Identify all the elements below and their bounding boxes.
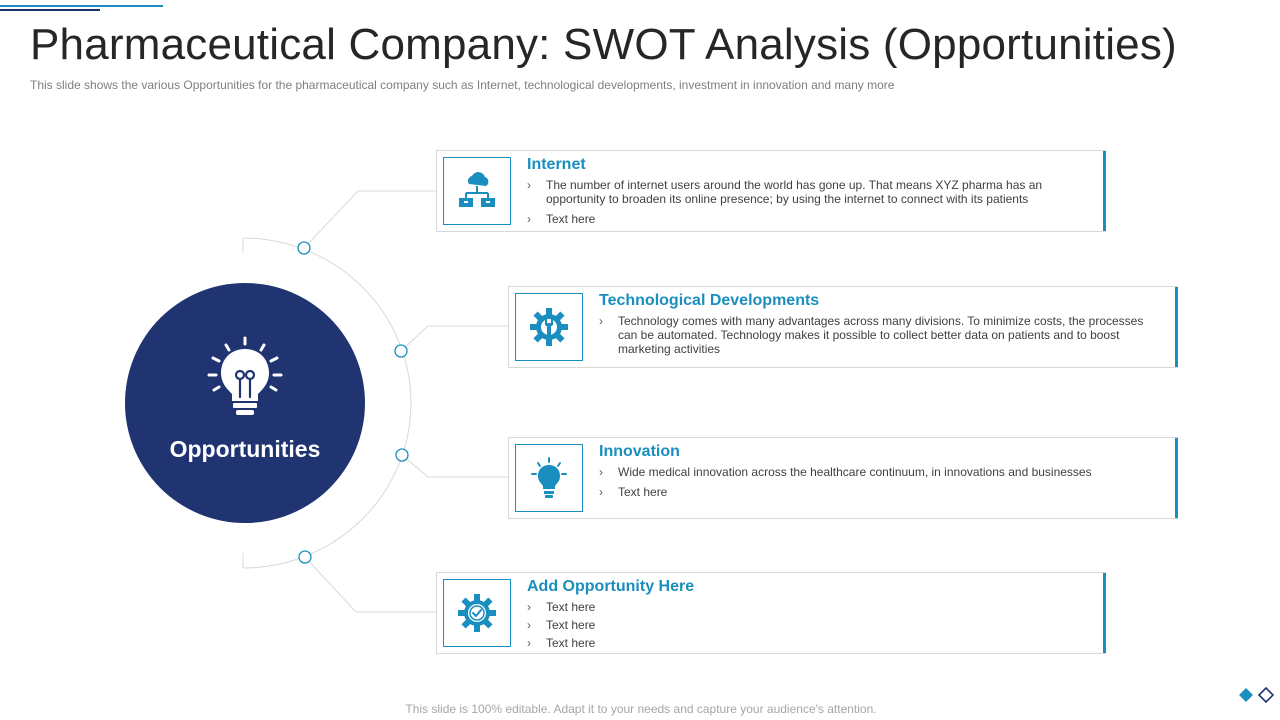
gear-wrench-icon bbox=[527, 305, 571, 349]
node-dot-innovation bbox=[396, 449, 408, 461]
card-title: Add Opportunity Here bbox=[527, 578, 695, 595]
card-technological-developments bbox=[508, 286, 1178, 368]
node-dot-internet bbox=[298, 242, 310, 254]
connector-technology bbox=[401, 326, 508, 351]
connector-add bbox=[305, 557, 436, 612]
card-accent-bar bbox=[1103, 573, 1106, 653]
card-accent-bar bbox=[1103, 151, 1106, 231]
lightbulb-icon bbox=[527, 456, 571, 500]
connector-innovation bbox=[402, 455, 508, 477]
gear-check-icon bbox=[455, 591, 499, 635]
page-subtitle: This slide shows the various Opportunities for the pharmaceutical company such as Internet, technological developments, investment in innovation and many more bbox=[30, 78, 895, 92]
list-item: › Text here bbox=[527, 212, 1087, 226]
connector-internet bbox=[304, 191, 436, 248]
cloud-network-icon bbox=[455, 169, 499, 213]
list-item: › Text here bbox=[527, 636, 1087, 650]
card-title: Technological Developments bbox=[599, 292, 820, 309]
card-internet bbox=[436, 150, 1106, 232]
list-item: › Wide medical innovation across the healthcare continuum, in innovations and businesses bbox=[599, 465, 1159, 479]
card-accent-bar bbox=[1175, 438, 1178, 518]
card-title: Innovation bbox=[599, 443, 680, 460]
card-icon-box bbox=[515, 293, 583, 361]
hub-label: Opportunities bbox=[169, 436, 321, 462]
card-bullet-list bbox=[527, 600, 1087, 654]
card-icon-box bbox=[443, 579, 511, 647]
list-item: › The number of internet users around the world has gone up. That means XYZ pharma has an opportunity to broaden its online presence; by using the internet to connect with its patients bbox=[527, 178, 1087, 206]
card-bullet-list bbox=[599, 465, 1159, 505]
list-item: › Text here bbox=[527, 618, 1087, 632]
card-bullet-list bbox=[599, 314, 1159, 362]
node-dot-add bbox=[299, 551, 311, 563]
card-title: Internet bbox=[527, 156, 586, 173]
lightbulb-icon bbox=[206, 335, 284, 419]
card-icon-box bbox=[443, 157, 511, 225]
card-icon-box bbox=[515, 444, 583, 512]
footer-note: This slide is 100% editable. Adapt it to your needs and capture your audience's attention. bbox=[405, 702, 877, 716]
list-item: › Technology comes with many advantages across many divisions. To minimize costs, the processes can be automated. Technology makes it possible to collect better data on patients and to boost marketing activities bbox=[599, 314, 1159, 356]
page-title: Pharmaceutical Company: SWOT Analysis (Opportunities) bbox=[30, 20, 1177, 69]
list-item: › Text here bbox=[527, 600, 1087, 614]
card-add-opportunity bbox=[436, 572, 1106, 654]
card-accent-bar bbox=[1175, 287, 1178, 367]
brand-logo-icon bbox=[1238, 686, 1276, 706]
opportunities-hub bbox=[125, 283, 365, 523]
card-innovation bbox=[508, 437, 1178, 519]
list-item: › Text here bbox=[599, 485, 1159, 499]
card-bullet-list bbox=[527, 178, 1087, 232]
node-dot-technology bbox=[395, 345, 407, 357]
